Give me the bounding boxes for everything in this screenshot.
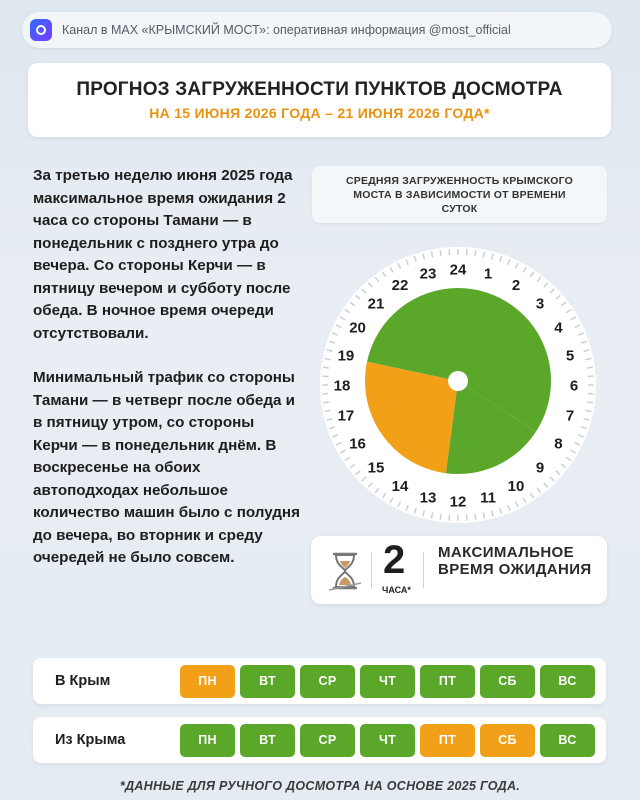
day-cell-tue: ВТ: [240, 665, 295, 698]
clock-hour-label: 5: [565, 347, 575, 365]
channel-link-text[interactable]: Канал в MAX «КРЫМСКИЙ МОСТ»: оперативная информация @most_official: [62, 23, 511, 37]
clock-hour-label: 20: [349, 319, 366, 337]
clock-hour-label: 13: [419, 489, 437, 507]
clock-hour-label: 23: [419, 265, 437, 283]
day-cell-sun: ВС: [540, 724, 595, 757]
clock-svg: [318, 245, 598, 525]
description-text: [33, 165, 303, 570]
channel-bar[interactable]: [22, 12, 612, 48]
clock-hour-label: 22: [391, 277, 409, 295]
wait-divider: [371, 552, 372, 588]
clock-tick: [587, 367, 593, 368]
clock-tick: [323, 367, 329, 368]
description-paragraph-2: Минимальный трафик со стороны Тамани — в четверг после обеда и в пятницу утром, со стороны Керчи — в понедельник днём. В воскресенье на обоих автоподходах небольшое количество машин было с полудня до вечера, во вторник и среду очередей не было совсем.: [33, 369, 300, 566]
clock-hour-label: 16: [349, 435, 366, 453]
row-label: В Крым: [55, 673, 111, 689]
day-cell-thu: ЧТ: [360, 665, 415, 698]
day-cell-sun: ВС: [540, 665, 595, 698]
clock-tick: [440, 250, 441, 256]
clock-tick: [475, 514, 476, 520]
clock-hour-label: 3: [535, 295, 545, 313]
wait-divider-2: [423, 552, 424, 588]
load-clock-chart: [318, 245, 598, 525]
title-card: [28, 63, 611, 137]
clock-hour-label: 14: [391, 477, 409, 495]
clock-hour-label: 12: [449, 493, 467, 511]
day-cell-mon: ПН: [180, 724, 235, 757]
day-cell-sat: СБ: [480, 724, 535, 757]
clock-hour-label: 4: [554, 319, 563, 337]
clock-hour-label: 21: [367, 295, 385, 313]
clock-hour-label: 18: [333, 377, 351, 395]
wait-hours-number: 2: [383, 538, 406, 582]
chart-caption: СРЕДНЯЯ ЗАГРУЖЕННОСТЬ КРЫМСКОГО МОСТА В ЗАВИСИМОСТИ ОТ ВРЕМЕНИ СУТОК: [312, 166, 607, 223]
clock-hour-label: 8: [554, 435, 563, 453]
max-logo-icon: [30, 19, 52, 41]
clock-hour-label: 11: [480, 489, 496, 507]
day-cell-wed: СР: [300, 665, 355, 698]
row-label: Из Крыма: [55, 732, 126, 748]
clock-tick: [475, 250, 476, 256]
page-title: ПРОГНОЗ ЗАГРУЖЕННОСТИ ПУНКТОВ ДОСМОТРА: [76, 79, 563, 100]
clock-hour-label: 7: [565, 407, 575, 425]
clock-hour-label: 2: [511, 277, 521, 295]
clock-hour-label: 17: [337, 407, 355, 425]
row-from-crimea: [33, 717, 606, 763]
clock-tick: [323, 402, 329, 403]
day-cell-thu: ЧТ: [360, 724, 415, 757]
clock-hour-label: 6: [569, 377, 579, 395]
wait-label: МАКСИМАЛЬНОЕ ВРЕМЯ ОЖИДАНИЯ: [438, 544, 592, 578]
clock-tick: [587, 402, 593, 403]
page-subtitle: НА 15 ИЮНЯ 2026 ГОДА – 21 ИЮНЯ 2026 ГОДА*: [149, 105, 490, 121]
clock-hour-label: 10: [507, 477, 525, 495]
clock-hour-label: 9: [535, 459, 545, 477]
row-to-crimea: [33, 658, 606, 704]
day-cell-mon: ПН: [180, 665, 235, 698]
clock-hour-label: 19: [337, 347, 355, 365]
clock-hour-label: 15: [367, 459, 385, 477]
hourglass-icon: [325, 550, 365, 592]
description-paragraph-1: За третью неделю июня 2025 года максимальное время ожидания 2 часа со стороны Тамани — в понедельник с позднего утра до вечера. Со стороны Керчи — в пятницу вечером и субботу после обеда. В ночное время очереди отсутствовали.: [33, 167, 293, 342]
day-cell-fri: ПТ: [420, 724, 475, 757]
clock-hour-label: 24: [449, 261, 467, 279]
wait-hours-unit: ЧАСА*: [382, 585, 411, 595]
max-wait-card: [311, 536, 607, 604]
day-cell-wed: СР: [300, 724, 355, 757]
day-cell-tue: ВТ: [240, 724, 295, 757]
day-cell-fri: ПТ: [420, 665, 475, 698]
clock-hour-label: 1: [483, 265, 493, 283]
clock-center-dot: [448, 371, 468, 391]
day-cell-sat: СБ: [480, 665, 535, 698]
clock-tick: [440, 514, 441, 520]
footnote: *ДАННЫЕ ДЛЯ РУЧНОГО ДОСМОТРА НА ОСНОВЕ 2025 ГОДА.: [119, 779, 521, 793]
